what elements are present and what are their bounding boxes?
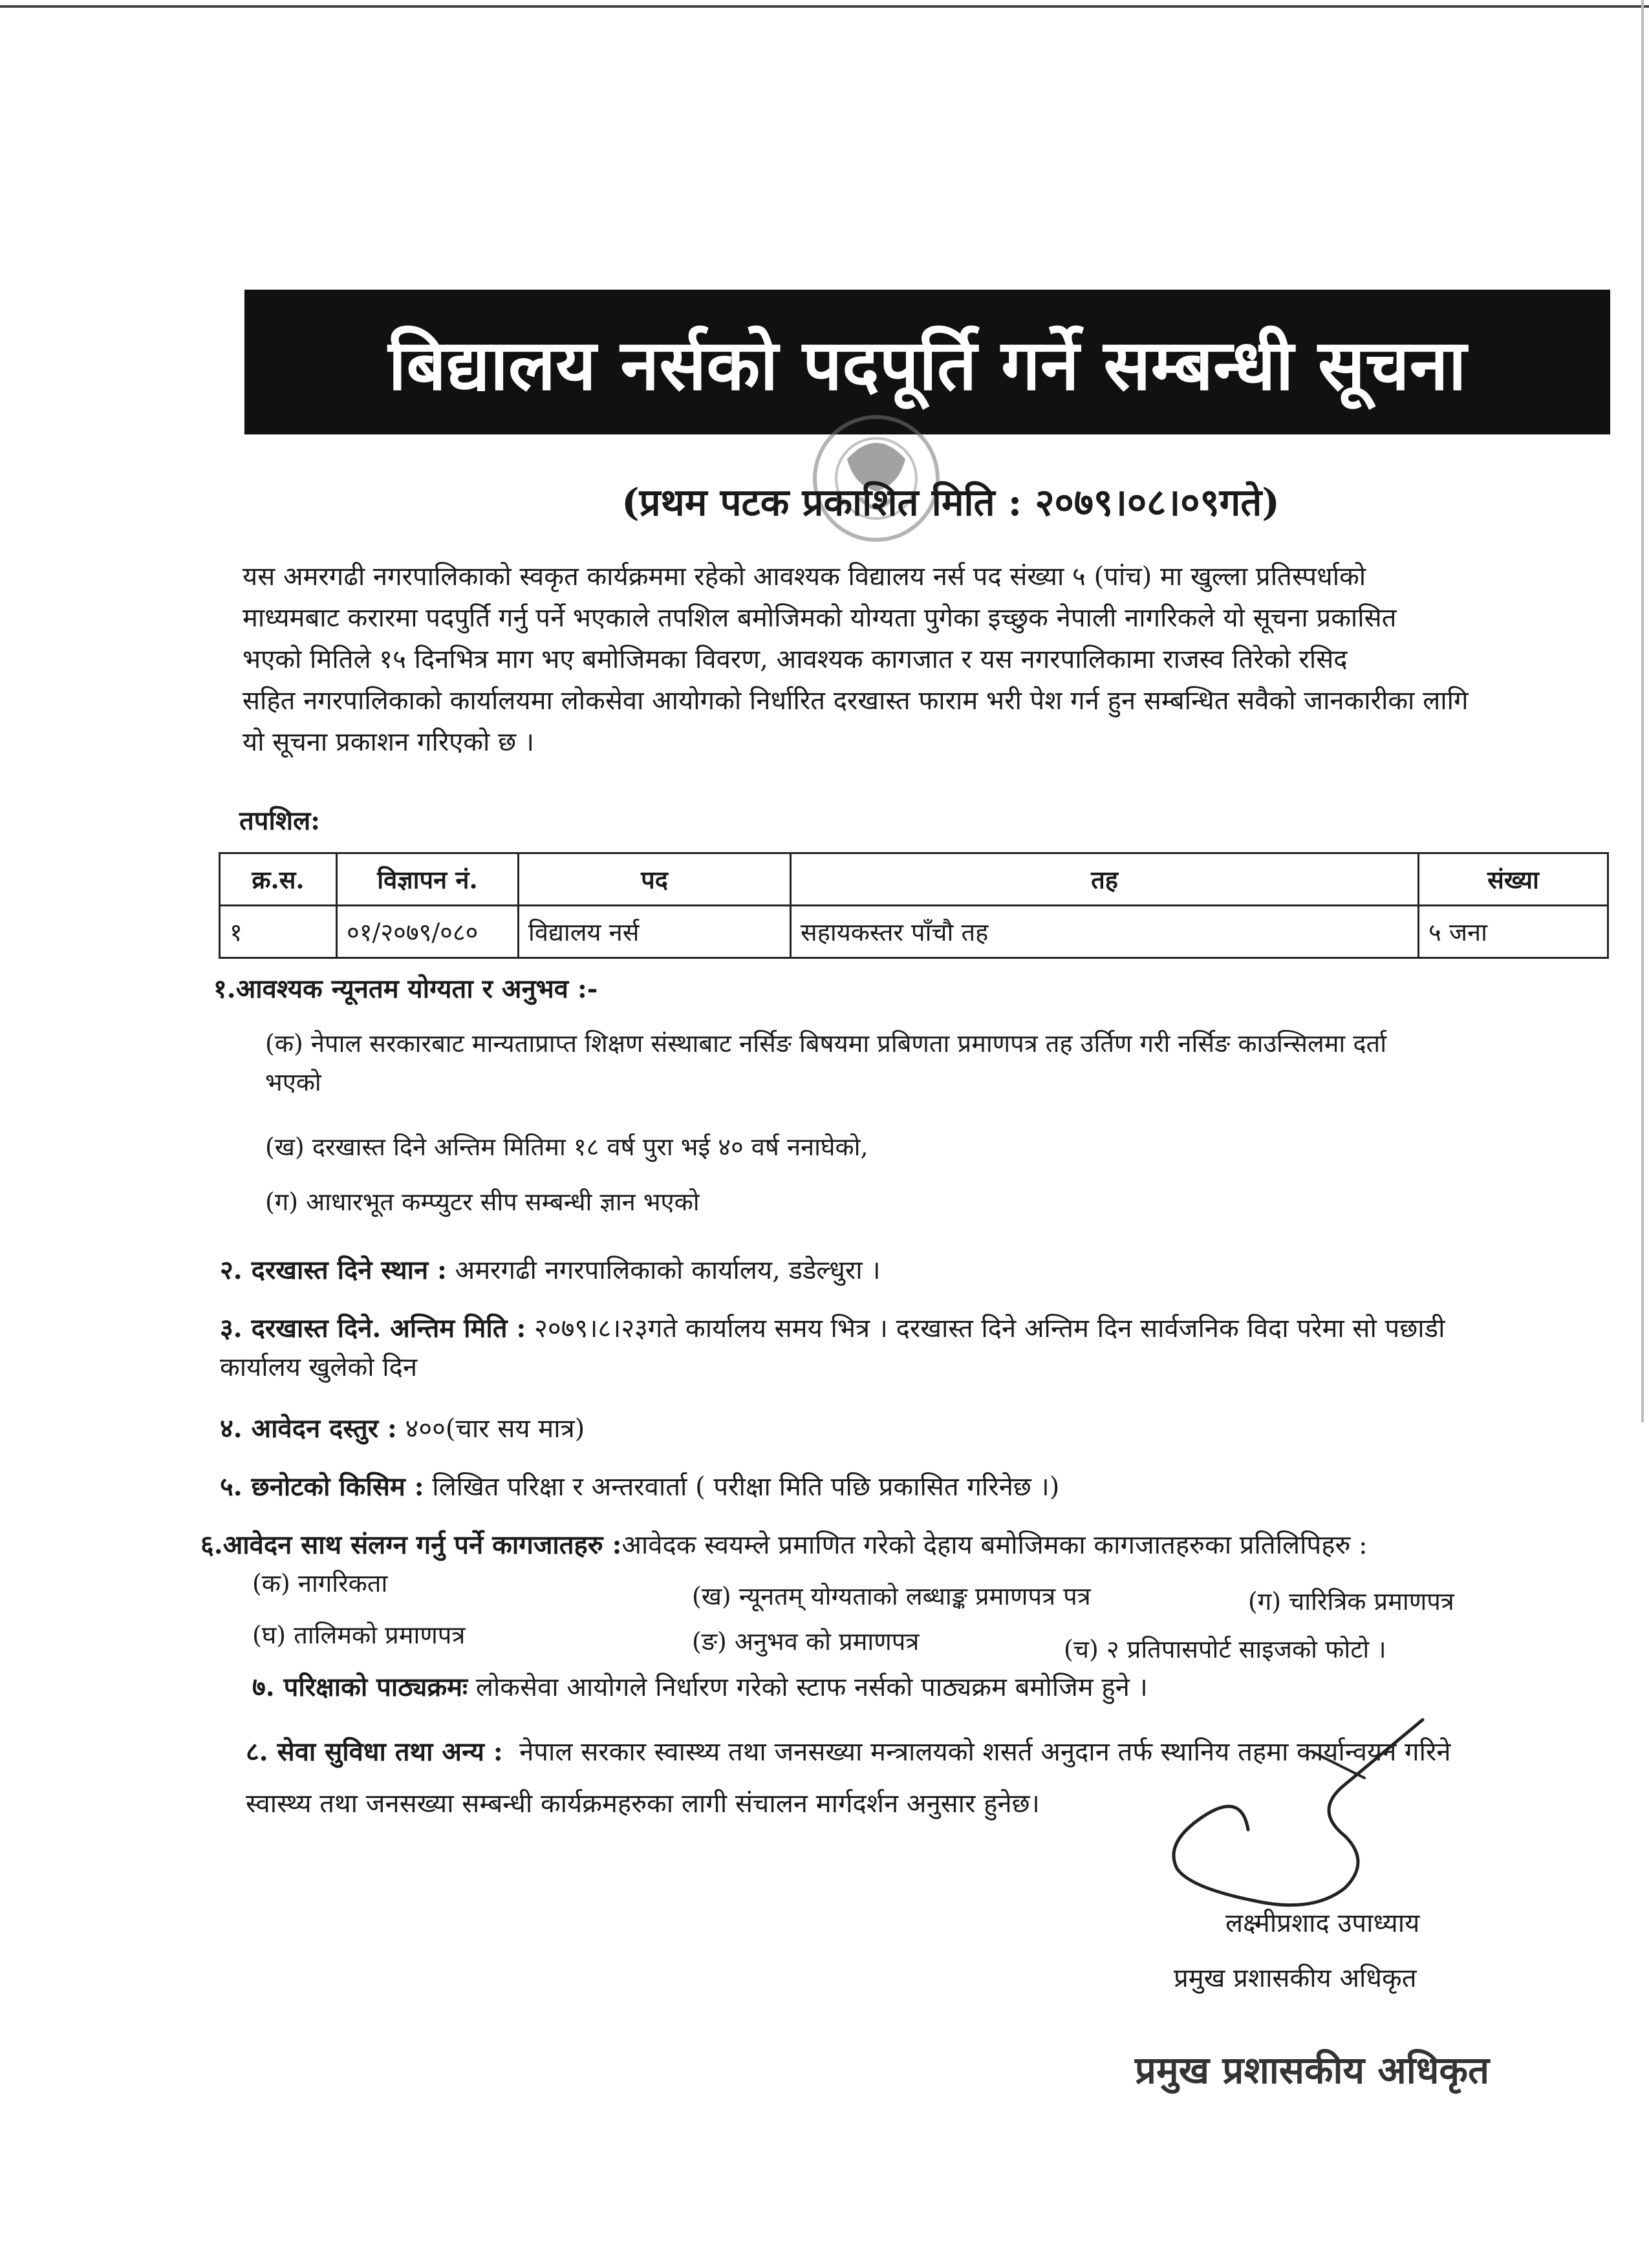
scan-edge-right	[1641, 0, 1644, 1422]
publication-date-line: (प्रथम पटक प्रकाशित मिति : २०७९।०८।०९गते)	[621, 480, 1280, 524]
document-item: (ख) न्यूनतम् योग्यताको लब्धाङ्क प्रमाणपत्र पत्र	[692, 1582, 1091, 1610]
qualification-item: भएको	[265, 1068, 321, 1097]
section-6: ६.आवेदन साथ संलग्न गर्नु पर्ने कागजातहरु :आवेदक स्वयम्ले प्रमाणित गरेको देहाय बमोजिमका कागजातहरुका प्रतिलिपिहरु :	[200, 1530, 1368, 1560]
qualification-item: (ग) आधारभूत कम्प्युटर सीप सम्बन्धी ज्ञान भएको	[265, 1188, 700, 1216]
table-cell: विद्यालय नर्स	[519, 906, 791, 958]
intro-line: सहित नगरपालिकाको कार्यालयमा लोकसेवा आयोगको निर्धारित दरखास्त फाराम भरी पेश गर्न हुन सम्बन्धित सवैको जानकारीका लागि	[242, 686, 1469, 716]
handwritten-signature-icon	[1151, 1707, 1474, 1920]
section-5: ५. छनोटको किसिम : लिखित परिक्षा र अन्तरवार्ता ( परीक्षा मिति पछि प्रकासित गरिनेछ ।)	[220, 1471, 1060, 1502]
table-cell: १	[220, 906, 337, 958]
column-header: पद	[519, 853, 791, 906]
column-header: क्र.स.	[220, 853, 337, 906]
scan-edge-top	[0, 5, 1649, 8]
section-7: ७. परिक्षाको पाठ्यक्रमः लोकसेवा आयोगले निर्धारण गरेको स्टाफ नर्सको पाठ्यक्रम बमोजिम हुने ।	[252, 1672, 1148, 1702]
intro-paragraph	[242, 556, 1626, 763]
section-4: ४. आवेदन दस्तुर : ४००(चार सय मात्र)	[220, 1413, 585, 1444]
section-8: ८. सेवा सुविधा तथा अन्य : नेपाल सरकार स्वास्थ्य तथा जनसख्या मन्त्रालयको शसर्त अनुदान तर्फ स्थानिय तहमा कार्यान्वयन गरिने	[246, 1737, 1451, 1767]
column-header: संख्या	[1419, 853, 1608, 906]
column-header: तह	[791, 853, 1419, 906]
intro-line: माध्यमबाट करारमा पदपुर्ति गर्नु पर्ने भएकाले तपशिल बमोजिमको योग्यता पुगेका इच्छुक नेपाली नागरिकले यो सूचना प्रकासित	[242, 603, 1397, 633]
section-1-title: १.आवश्यक न्यूनतम योग्यता र अनुभव :-	[213, 974, 598, 1004]
qualification-item: (क) नेपाल सरकारबाट मान्यताप्राप्त शिक्षण संस्थाबाट नर्सिङ बिषयमा प्रबिणता प्रमाणपत्र तह उर्तिण गरी नर्सिङ काउन्सिलमा दर्ता	[265, 1029, 1387, 1058]
signatory-title: प्रमुख प्रशासकीय अधिकृत	[1174, 1963, 1417, 1993]
intro-line: भएको मितिले १५ दिनभित्र माग भए बमोजिमका विवरण, आवश्यक कागजात र यस नगरपालिकामा राजस्व तिरेको रसिद	[242, 645, 1348, 674]
section-2: २. दरखास्त दिने स्थान : अमरगढी नगरपालिकाको कार्यालय, डडेल्धुरा ।	[220, 1255, 881, 1285]
column-header: विज्ञापन नं.	[337, 853, 519, 906]
document-item: (क) नागरिकता	[252, 1569, 388, 1598]
document-item: (घ) तालिमको प्रमाणपत्र	[252, 1621, 466, 1649]
notice-title: बिद्यालय नर्सको पदपूर्ति गर्ने सम्बन्धी सूचना	[244, 290, 1610, 434]
table-header-row	[220, 853, 1608, 906]
section-3-cont: कार्यालय खुलेको दिन	[220, 1353, 418, 1382]
table-cell: सहायकस्तर पाँचौ तह	[791, 906, 1419, 958]
intro-line: यस अमरगढी नगरपालिकाको स्वकृत कार्यक्रममा रहेको आवश्यक विद्यालय नर्स पद संख्या ५ (पांच) मा खुल्ला प्रतिस्पर्धाको	[242, 562, 1366, 592]
details-heading: तपशिल:	[239, 806, 320, 836]
signatory-name: लक्ष्मीप्रशाद उपाध्याय	[1225, 1909, 1420, 1938]
designation-stamp: प्रमुख प्रशासकीय अधिकृत	[1135, 2048, 1490, 2092]
document-item: (ग) चारित्रिक प्रमाणपत्र	[1248, 1587, 1454, 1616]
table-cell: ०१/२०७९/०८०	[337, 906, 519, 958]
table-cell: ५ जना	[1419, 906, 1608, 958]
vacancy-table	[219, 852, 1609, 959]
qualification-item: (ख) दरखास्त दिने अन्तिम मितिमा १८ वर्ष पुरा भई ४० वर्ष ननाघेको,	[265, 1133, 868, 1161]
table-row	[220, 906, 1608, 958]
document-item: (ङ) अनुभव को प्रमाणपत्र	[692, 1627, 920, 1656]
section-3: ३. दरखास्त दिने. अन्तिम मिति : २०७९।८।२३गते कार्यालय समय भित्र । दरखास्त दिने अन्तिम दिन सार्वजनिक विदा परेमा सो पछाडी	[220, 1313, 1445, 1343]
document-item: (च) २ प्रतिपासपोर्ट साइजको फोटो ।	[1064, 1635, 1386, 1664]
intro-line: यो सूचना प्रकाशन गरिएको छ ।	[242, 727, 535, 757]
section-8-cont: स्वास्थ्य तथा जनसख्या सम्बन्धी कार्यक्रमहरुका लागी संचालन मार्गदर्शन अनुसार हुनेछ।	[246, 1789, 1040, 1819]
